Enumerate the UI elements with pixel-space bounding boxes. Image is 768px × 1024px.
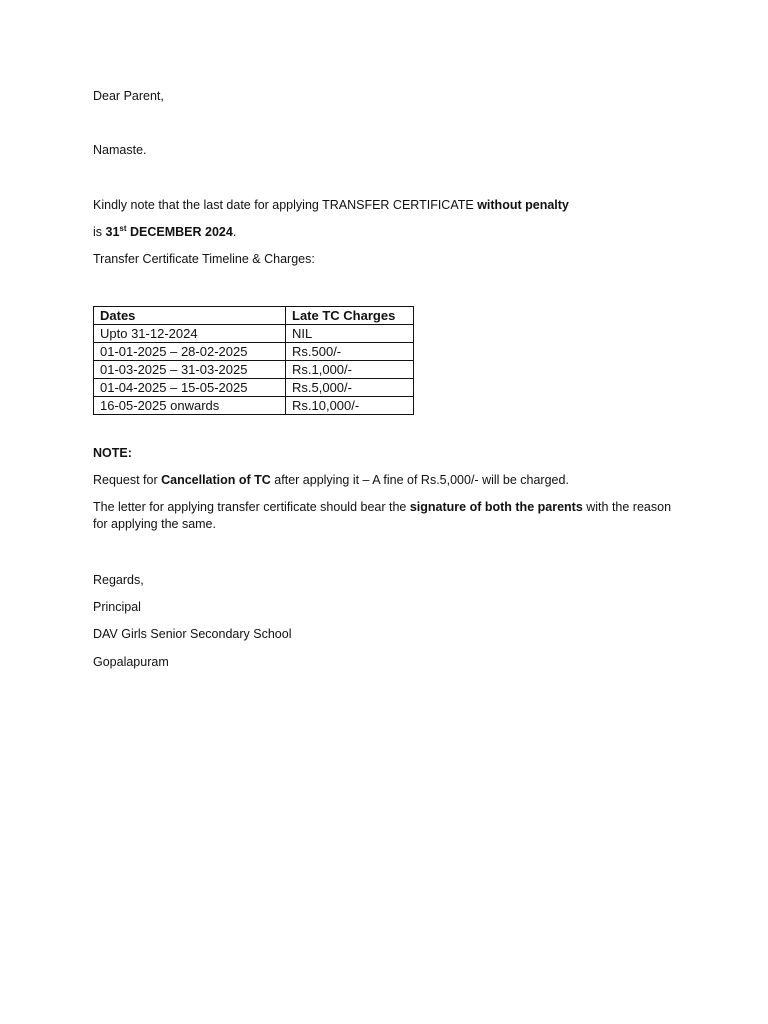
intro-line [93,197,569,213]
intro-bold-text: without penalty [477,198,569,212]
intro-text: Kindly note that the last date for applying TRANSFER CERTIFICATE [93,198,478,212]
cell-charge: Rs.1,000/- [286,361,414,379]
deadline-date [106,225,233,239]
cancel-text-1: Request for [93,473,162,487]
salutation: Dear Parent, [93,89,164,103]
deadline-month-year: DECEMBER 2024 [126,225,233,239]
closing-regards: Regards, [93,573,144,587]
deadline-period: . [232,225,237,239]
cancellation-note [93,472,569,488]
table-row [94,343,414,361]
sign-text-1: The letter for applying transfer certificate should bear the [93,500,410,514]
table-row [94,361,414,379]
cell-charge: Rs.500/- [286,343,414,361]
cell-date: 01-04-2025 – 15-05-2025 [94,379,286,397]
table-row [94,379,414,397]
sign-bold-text: signature of both the parents [409,500,583,514]
table-row [94,397,414,415]
deadline-suffix: st [119,224,127,233]
school-name: DAV Girls Senior Secondary School [93,627,292,641]
sign-text-2: with the reason for applying the same. [93,500,672,531]
note-title-text: NOTE: [93,446,132,460]
cell-date: 16-05-2025 onwards [94,397,286,415]
table-header-row [94,307,414,325]
signature-note [93,499,673,533]
closing-title: Principal [93,600,141,614]
table-row [94,325,414,343]
header-charges: Late TC Charges [286,307,414,325]
cell-date: Upto 31-12-2024 [94,325,286,343]
cancel-text-2: after applying it – A fine of Rs.5,000/- will be charged. [270,473,569,487]
greeting: Namaste. [93,143,147,157]
header-dates: Dates [94,307,286,325]
cancel-bold-text: Cancellation of TC [161,473,271,487]
deadline-prefix: is [93,225,106,239]
cell-charge: Rs.5,000/- [286,379,414,397]
table-heading: Transfer Certificate Timeline & Charges: [93,252,315,266]
school-location: Gopalapuram [93,655,169,669]
cell-charge: NIL [286,325,414,343]
note-title [93,445,132,461]
tc-charges-table [93,306,414,415]
deadline-line [93,224,236,240]
deadline-day: 31 [105,225,120,239]
cell-charge: Rs.10,000/- [286,397,414,415]
cell-date: 01-01-2025 – 28-02-2025 [94,343,286,361]
cell-date: 01-03-2025 – 31-03-2025 [94,361,286,379]
